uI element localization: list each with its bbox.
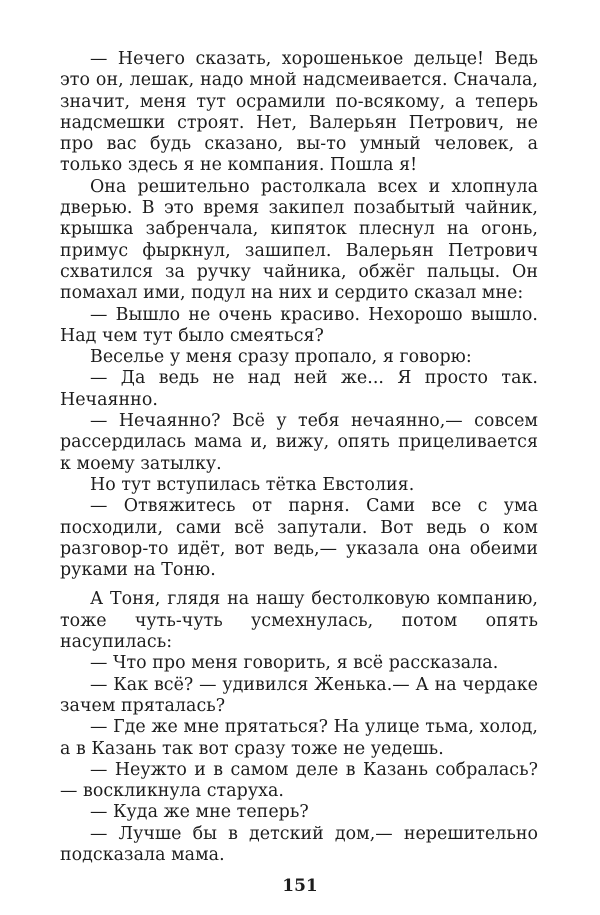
paragraph-6: — Нечаянно? Всё у тебя нечаянно,— совсем рассердилась мама и, вижу, опять прицеливается к моему затылку. [60,411,538,474]
paragraph-14: — Куда же мне теперь? [90,802,309,823]
paragraph-8: — Отвяжитесь от парня. Сами все с ума посходили, сами всё запутали. Вот ведь о ком разговор-то идёт, вот ведь,— указала она обеими руками на Тоню. [60,496,538,581]
paragraph-1: — Нечего сказать, хорошенькое дельце! Ведь это он, лешак, надо мной надсмеивается. Сначала, значит, меня тут осрамили по-всякому, а теперь надсмешки строят. Нет, Валерьян Петрович, не про вас будь сказано, вы-то умный человек, а только здесь я не компания. Пошла я! [60,49,538,176]
paragraph-2: Она решительно растолкала всех и хлопнула дверью. В это время закипел позабытый чайник, крышка забренчала, кипяток плеснул на огонь, примус фыркнул, зашипел. Валерьян Петрович схватился за ручку чайника, обжёг пальцы. Он помахал ими, подул на них и сердито сказал мне: [60,176,538,304]
paragraph-7: Но тут вступилась тётка Евстолия. [90,474,415,495]
paragraph-15: — Лучше бы в детский дом,— нерешительно подсказала мама. [60,823,538,865]
paragraph-12: — Где же мне прятаться? На улице тьма, холод, а в Казань так вот сразу тоже не уедешь. [60,717,538,759]
paragraph-3: — Вышло не очень красиво. Нехорошо вышло. Над чем тут было смеяться? [60,304,538,346]
body-text [60,49,538,866]
paragraph-4: Веселье у меня сразу пропало, я говорю: [90,347,472,368]
paragraph-11: — Как всё? — удивился Женька.— А на чердаке зачем пряталась? [60,674,538,716]
page-number: 151 [282,876,318,896]
paragraph-9: А Тоня, глядя на нашу бестолковую компанию, тоже чуть-чуть усмехнулась, потом опять насупилась: [60,589,538,653]
paragraph-5: — Да ведь не над ней же... Я просто так. Нечаянно. [60,368,538,410]
paragraph-10: — Что про меня говорить, я всё рассказала. [90,653,499,674]
paragraph-13: — Неужто и в самом деле в Казань собралась? — воскликнула старуха. [60,759,538,802]
